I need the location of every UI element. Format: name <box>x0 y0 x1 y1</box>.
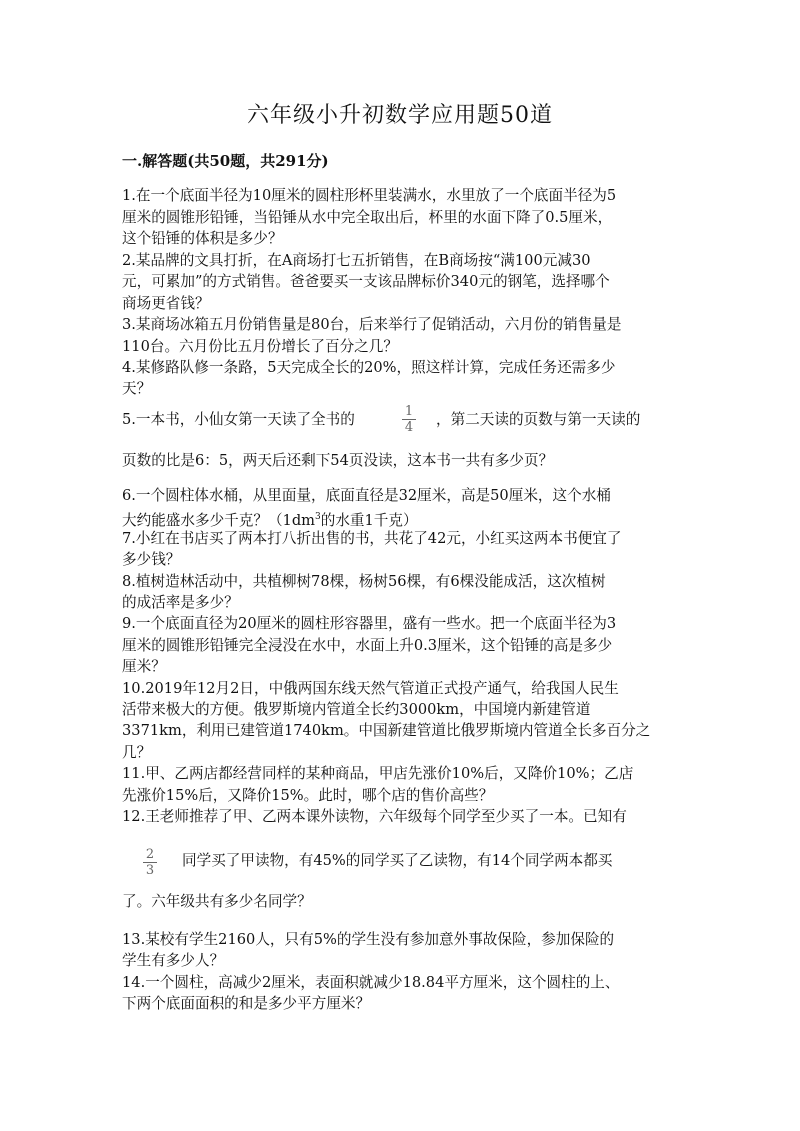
page-title: 六年级小升初数学应用题50道 <box>247 103 553 128</box>
question-1-line-3: 这个铅锤的体积是多少？ <box>122 230 283 247</box>
question-5-line-2: 页数的比是6：5，两天后还剩下54页没读，这本书一共有多少页？ <box>122 452 554 469</box>
question-3-line-1: 3.某商场冰箱五月份销售量是80台，后来举行了促销活动，六月份的销售量是 <box>122 316 622 333</box>
question-12-line-3: 了。六年级共有多少名同学？ <box>122 893 312 910</box>
question-2-line-3: 商场更省钱？ <box>122 295 210 312</box>
question-9-line-2: 厘米的圆锥形铅锤完全浸没在水中，水面上升0.3厘米，这个铅锤的高是多少 <box>122 637 613 654</box>
question-6-line-2-part-2: 的水重1千克） <box>320 511 418 529</box>
question-9-line-3: 厘米？ <box>122 658 166 675</box>
question-13-line-1: 13.某校有学生2160人，只有5%的学生没有参加意外事故保险，参加保险的 <box>122 931 615 948</box>
question-3-line-2: 110台。六月份比五月份增长了百分之几？ <box>122 338 398 355</box>
question-6-line-2 <box>122 507 418 531</box>
question-7-line-1: 7.小红在书店买了两本打八折出售的书，共花了42元，小红买这两本书便宜了 <box>122 530 622 547</box>
fraction-two-thirds <box>143 848 157 877</box>
question-11-line-1: 11.甲、乙两店都经营同样的某种商品，甲店先涨价10%后，又降价10%；乙店 <box>122 765 634 782</box>
question-7-line-2: 多少钱？ <box>122 551 181 568</box>
question-13-line-2: 学生有多少人？ <box>122 952 225 969</box>
question-5-line-1a: 5.一本书，小仙女第一天读了全书的 <box>122 411 355 428</box>
question-2-line-1: 2.某品牌的文具打折，在A商场打七五折销售，在B商场按“满100元减30 <box>122 252 591 269</box>
fraction-numerator: 2 <box>145 847 155 862</box>
question-8-line-1: 8.植树造林活动中，共植柳树78棵，杨树56棵，有6棵没能成活，这次植树 <box>122 573 606 590</box>
question-1-line-2: 厘米的圆锥形铅锤，当铅锤从水中完全取出后，杯里的水面下降了0.5厘米， <box>122 209 613 226</box>
question-14-line-1: 14.一个圆柱，高减少2厘米，表面积就减少18.84平方厘米，这个圆柱的上、 <box>122 974 620 991</box>
fraction-numerator: 1 <box>404 404 414 419</box>
question-14-line-2: 下两个底面面积的和是多少平方厘米？ <box>122 995 371 1012</box>
question-10-line-4: 几？ <box>122 744 152 761</box>
question-4-line-2: 天？ <box>122 380 152 397</box>
question-9-line-1: 9.一个底面直径为20厘米的圆柱形容器里，盛有一些水。把一个底面半径为3 <box>122 615 617 632</box>
fraction-one-quarter <box>402 405 416 434</box>
fraction-denominator: 3 <box>145 863 155 878</box>
question-6-line-1: 6.一个圆柱体水桶，从里面量，底面直径是32厘米，高是50厘米，这个水桶 <box>122 487 611 504</box>
question-11-line-2: 先涨价15%后，又降价15%。此时，哪个店的售价高些？ <box>122 787 494 804</box>
question-10-line-2: 活带来极大的方便。俄罗斯境内管道全长约3000km，中国境内新建管道 <box>122 701 591 718</box>
fraction-denominator: 4 <box>404 420 414 435</box>
question-6-line-2-part-1: 大约能盛水多少千克？（1dm <box>122 511 315 529</box>
question-5-line-1b: ，第二天读的页数与第一天读的 <box>436 411 641 428</box>
question-12-line-1: 12.王老师推荐了甲、乙两本课外读物，六年级每个同学至少买了一本。已知有 <box>122 808 627 825</box>
question-4-line-1: 4.某修路队修一条路，5天完成全长的20%，照这样计算，完成任务还需多少 <box>122 359 616 376</box>
section-heading: 一.解答题(共50题，共291分) <box>122 152 329 170</box>
question-2-line-2: 元，可累加”的方式销售。爸爸要买一支该品牌标价340元的钢笔，选择哪个 <box>122 273 610 290</box>
question-10-line-1: 10.2019年12月2日，中俄两国东线天然气管道正式投产通气，给我国人民生 <box>122 680 619 697</box>
question-10-line-3: 3371km，利用已建管道1740km。中国新建管道比俄罗斯境内管道全长多百分之 <box>122 722 651 739</box>
question-8-line-2: 的成活率是多少？ <box>122 594 239 611</box>
question-1-line-1: 1.在一个底面半径为10厘米的圆柱形杯里装满水，水里放了一个底面半径为5 <box>122 187 617 204</box>
superscript-3: 3 <box>315 512 321 522</box>
question-12-line-2: 同学买了甲读物，有45%的同学买了乙读物，有14个同学两本都买 <box>182 852 613 869</box>
